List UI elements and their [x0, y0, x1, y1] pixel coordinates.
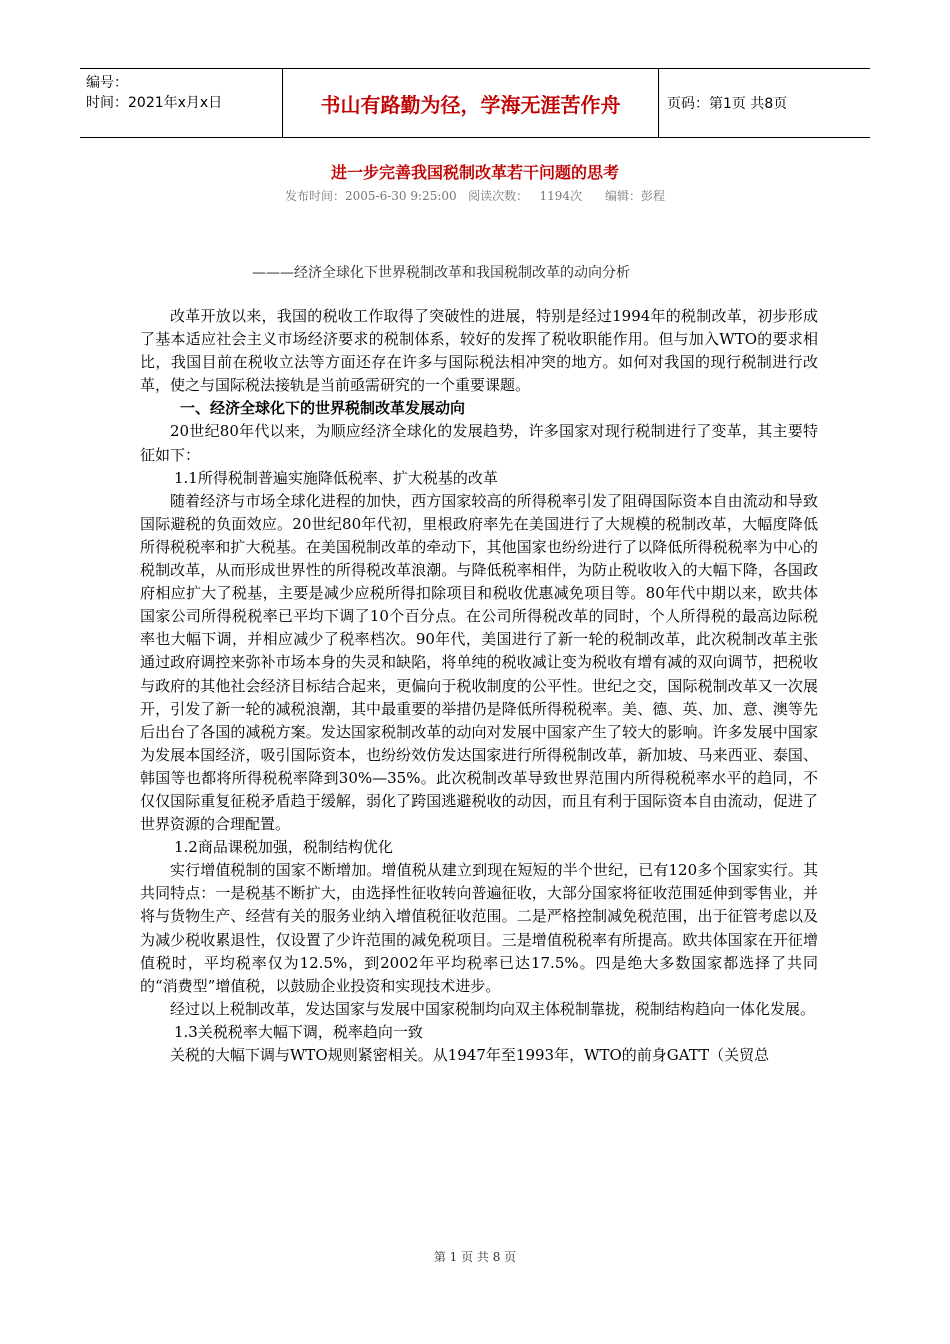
page-header — [80, 68, 870, 138]
paragraph-tariff: 关税的大幅下调与WTO规则紧密相关。从1947年至1993年，WTO的前身GATT（关贸总 — [170, 1046, 770, 1064]
paragraph-overview: 20世纪80年代以来，为顺应经济全球化的发展趋势，许多国家对现行税制进行了变革，其主要特征如下： — [140, 422, 818, 464]
subsection-heading-1-3: 1.3关税税率大幅下调，税率趋向一致 — [174, 1022, 423, 1041]
article-subtitle: ———经济全球化下世界税制改革和我国税制改革的动向分析 — [252, 265, 630, 281]
time-text: 时间：2021年x月x日 — [86, 95, 223, 111]
section-heading-1: 一、经济全球化下的世界税制改革发展动向 — [180, 399, 466, 418]
article-meta: 发布时间：2005-6-30 9:25:00 阅读次数： 1194次 编辑：彭程 — [285, 189, 665, 203]
header-page-number: 页码：第1页 共8页 — [667, 96, 788, 112]
subsection-heading-1-2: 1.2商品课税加强，税制结构优化 — [174, 838, 393, 857]
article-body — [140, 305, 818, 1067]
header-info — [80, 69, 283, 137]
paragraph-income-tax: 随着经济与市场全球化进程的加快，西方国家较高的所得税率引发了阻碍国际资本自由流动和导致国际避税的负面效应。20世纪80年代初，里根政府率先在美国进行了大规模的税制改革，大幅度降低所得税税率和扩大税基。在美国税制改革的牵动下，其他国家也纷纷进行了以降低所得税税率为中心的税制改革，从而形成世界性的所得税改革浪潮。与降低税率相伴，为防止税收收入的大幅下降，各国政府相应扩大了税基，主要是减少应税所得扣除项目和税收优惠减免项目等。80年代中期以来，欧共体国家公司所得税税率已平均下调了10个百分点。在公司所得税改革的同时，个人所得税的最高边际税率也大幅下调，并相应减少了税率档次。90年代，美国进行了新一轮的税制改革，此次税制改革主张通过政府调控来弥补市场本身的失灵和缺陷，将单纯的税收减让变为税收有增有减的双向调节，把税收与政府的其他社会经济目标结合起来，更偏向于税收制度的公平性。世纪之交，国际税制改革又一次展开，引发了新一轮的减税浪潮，其中最重要的举措仍是降低所得税税率。美、德、英、加、意、澳等先后出台了各国的减税方案。发达国家税制改革的动向对发展中国家产生了较大的影响。许多发展中国家为发展本国经济，吸引国际资本，也纷纷效仿发达国家进行所得税制改革，新加坡、马来西亚、泰国、韩国等也都将所得税税率降到30%—35%。此次税制改革导致世界范围内所得税税率水平的趋同，不仅仅国际重复征税矛盾趋于缓解，弱化了跨国逃避税收的动因，而且有利于国际资本自由流动，促进了世界资源的合理配置。 — [140, 491, 818, 834]
paragraph-vat: 实行增值税制的国家不断增加。增值税从建立到现在短短的半个世纪，已有120多个国家实行。其共同特点：一是税基不断扩大，由选择性征收转向普遍征收，大部分国家将征收范围延伸到零售业，并将与货物生产、经营有关的服务业纳入增值税征收范围。二是严格控制减免税范围，出于征管考虑以及为减少税收累退性，仅设置了少许范围的减免税项目。三是增值税税率有所提高。欧共体国家在开征增值税时，平均税率仅为12.5%，到2002年平均税率已达17.5%。四是绝大多数国家都选择了共同的“消费型”增值税，以鼓励企业投资和实现技术进步。 — [140, 861, 818, 995]
serial-label: 编号： — [86, 75, 128, 91]
page-footer: 第 1 页 共 8 页 — [433, 1250, 517, 1264]
paragraph-summary: 经过以上税制改革，发达国家与发展中国家税制均向双主体税制靠拢，税制结构趋向一体化发展。 — [170, 999, 816, 1018]
article-title: 进一步完善我国税制改革若干问题的思考 — [330, 163, 619, 182]
subsection-heading-1-1: 1.1所得税制普遍实施降低税率、扩大税基的改革 — [174, 468, 498, 487]
header-motto: 书山有路勤为径，学海无涯苦作舟 — [283, 69, 659, 137]
paragraph-intro: 改革开放以来，我国的税收工作取得了突破性的进展，特别是经过1994年的税制改革，初步形成了基本适应社会主义市场经济要求的税制体系，较好的发挥了税收职能作用。但与加入WTO的要求相比，我国目前在税收立法等方面还存在许多与国际税法相冲突的地方。如何对我国的现行税制进行改革，使之与国际税法接轨是当前亟需研究的一个重要课题。 — [140, 307, 818, 395]
